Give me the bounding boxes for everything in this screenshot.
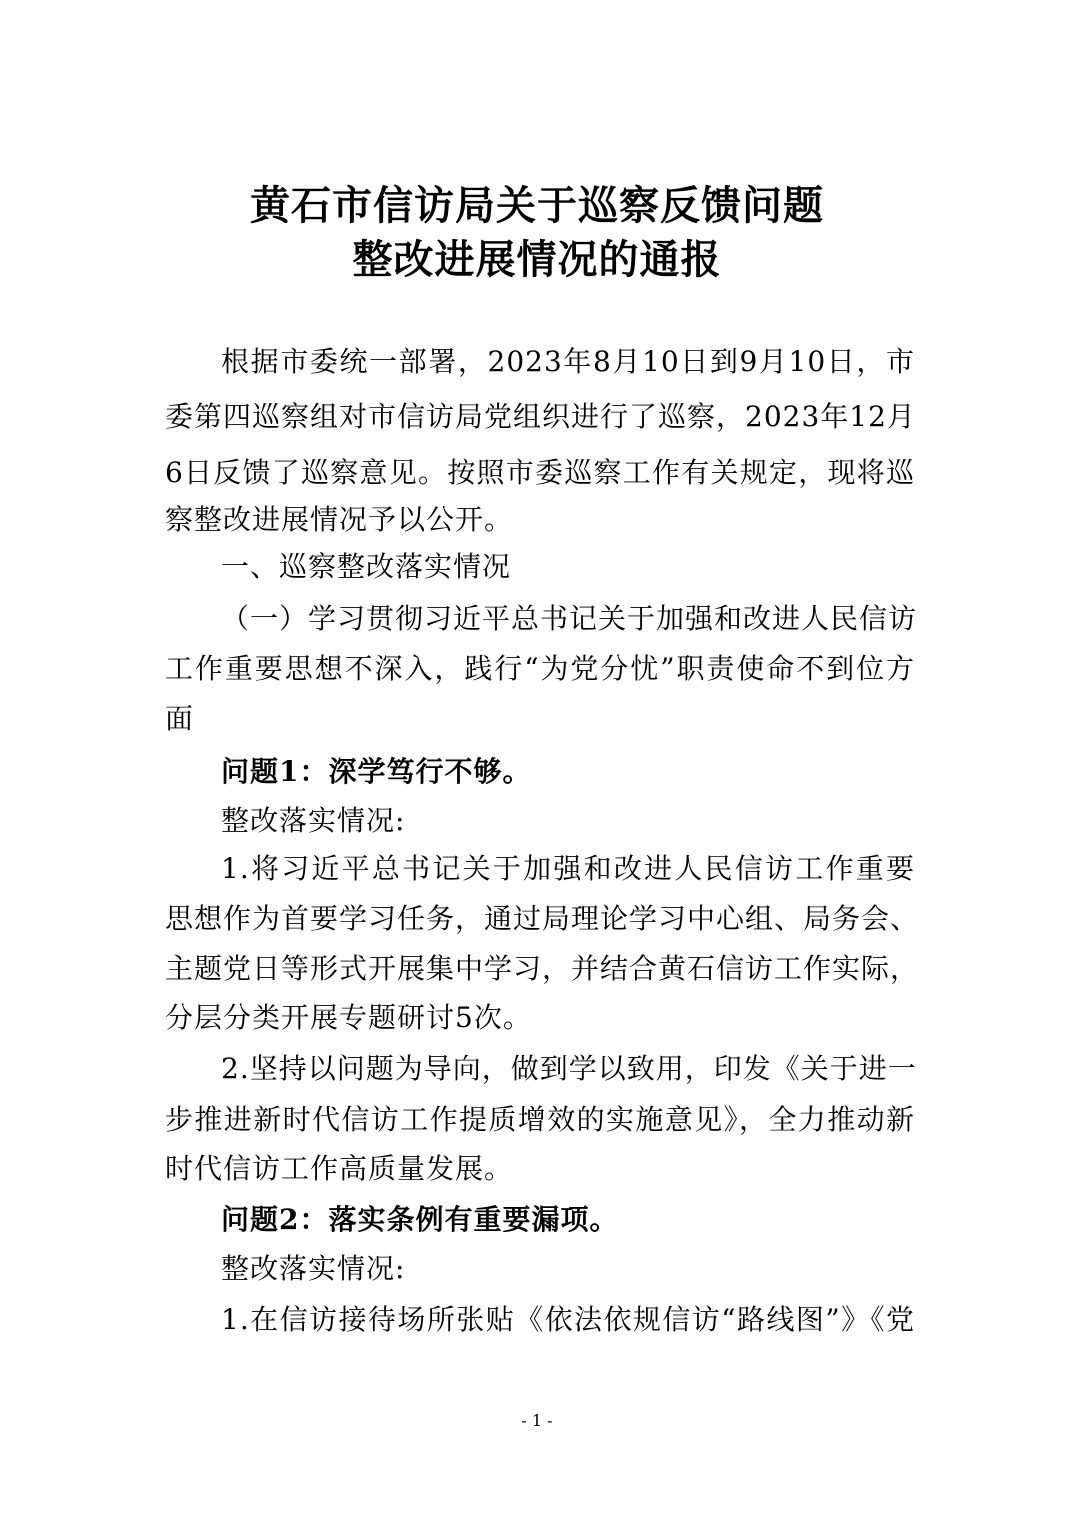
paragraph-line: 根据市委统一部署，2023年8月10日到9月10日，市 xyxy=(221,345,915,378)
subsection-heading-line: 面 xyxy=(165,702,195,735)
rectification-label: 整改落实情况: xyxy=(221,1252,406,1285)
section-heading: 一、巡察整改落实情况 xyxy=(221,550,512,583)
document-title-line-1: 黄石市信访局关于巡察反馈问题 xyxy=(250,182,824,229)
paragraph-line: 思想作为首要学习任务，通过局理论学习中心组、局务会、 xyxy=(165,902,920,935)
paragraph-line: 委第四巡察组对市信访局党组织进行了巡察，2023年12月 xyxy=(165,400,916,433)
document-title-line-2: 整改进展情况的通报 xyxy=(352,236,722,283)
paragraph-line: 步推进新时代信访工作提质增效的实施意见》，全力推动新 xyxy=(165,1103,915,1136)
rectification-label: 整改落实情况: xyxy=(221,804,406,837)
paragraph-line: 6日反馈了巡察意见。按照市委巡察工作有关规定，现将巡 xyxy=(165,456,915,489)
paragraph-line: 时代信访工作高质量发展。 xyxy=(165,1152,514,1185)
paragraph-line: 分层分类开展专题研讨5次。 xyxy=(165,1001,532,1034)
issue-heading: 问题2：落实条例有重要漏项。 xyxy=(221,1203,619,1236)
paragraph-line: 1.在信访接待场所张贴《依法依规信访“路线图”》《党 xyxy=(221,1303,915,1336)
subsection-heading-line: 工作重要思想不深入，践行“为党分忧”职责使命不到位方 xyxy=(165,652,915,685)
paragraph-line: 主题党日等形式开展集中学习，并结合黄石信访工作实际， xyxy=(165,952,920,985)
issue-heading: 问题1：深学笃行不够。 xyxy=(221,755,532,788)
paragraph-line: 察整改进展情况予以公开。 xyxy=(165,503,514,536)
page-number: - 1 - xyxy=(521,1411,553,1430)
paragraph-line: 1.将习近平总书记关于加强和改进人民信访工作重要 xyxy=(221,852,915,885)
subsection-heading-line: （一）学习贯彻习近平总书记关于加强和改进人民信访 xyxy=(221,602,918,635)
paragraph-line: 2.坚持以问题为导向，做到学以致用，印发《关于进一 xyxy=(221,1052,917,1085)
